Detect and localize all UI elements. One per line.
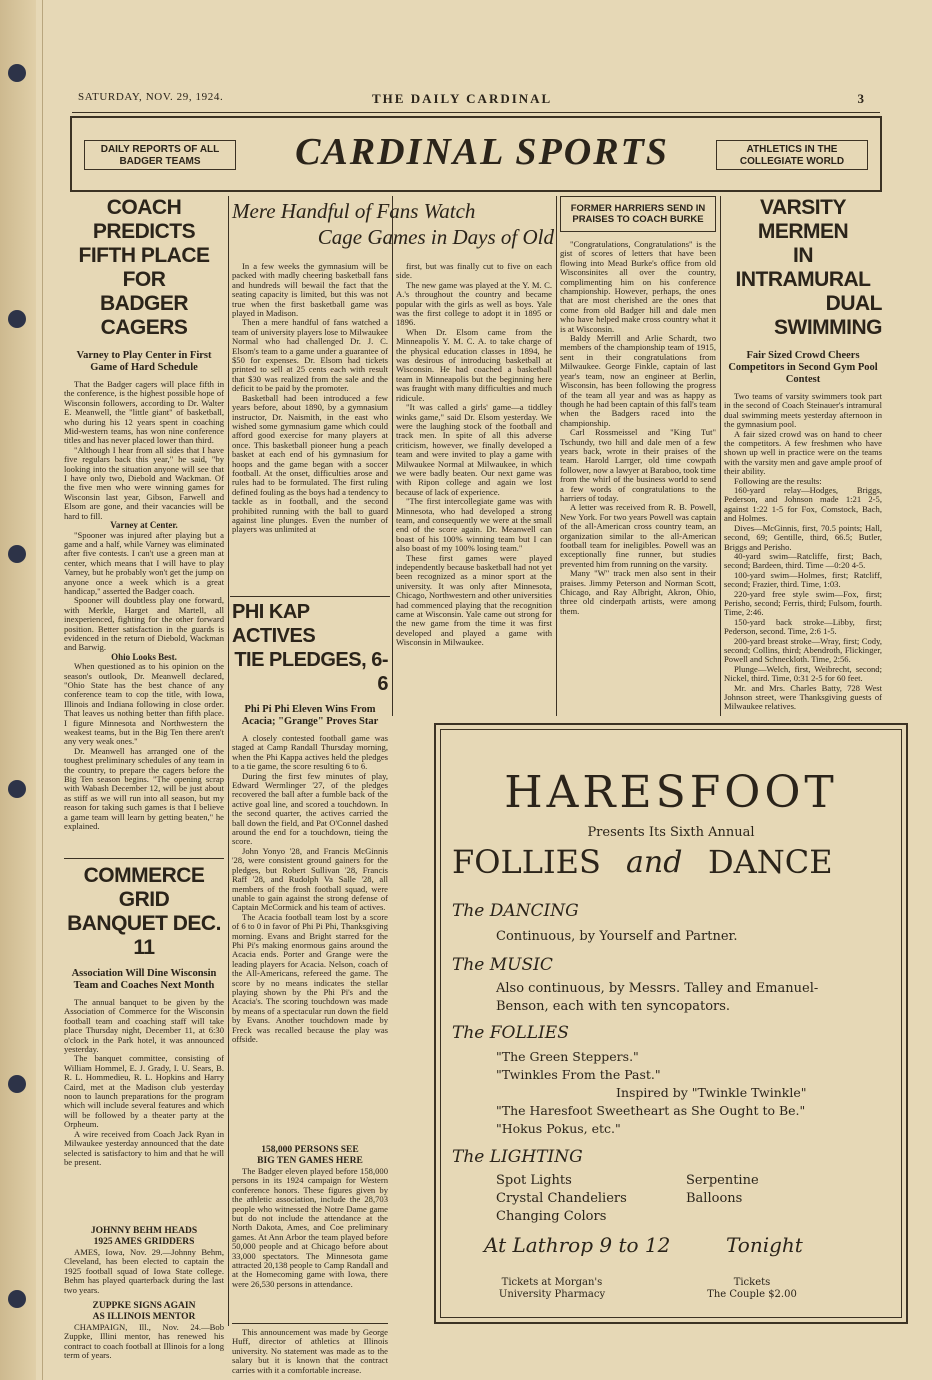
headline: COMMERCE GRID	[83, 864, 205, 911]
paragraph: Then a mere handful of fans watched a team of university players lose to Milwaukee Normal who had challenged Dr. J. C. Elsom's team to a game under a guarantee of $50 for expenses. Dr. Elsom had tickets printed to sell at 25 cents each with result that $30 was realized from the sale and the deficit to be paid by the promoter.	[232, 317, 388, 394]
paragraph: During the first few minutes of play, Edward Wermlinger '27, of the pledges recovered the ball after a fumble back of the active goal line, and scored a touchdown. In the second quarter, the actives carried the ball down the field, and Pat O'Connel dashed around the end for a touchdown, tieing the score.	[232, 770, 388, 847]
headline: BANQUET DEC. 11	[67, 912, 221, 959]
paragraph: "Congratulations, Congratulations" is the gist of scores of letters that have been flowing into Mead Burke's office from old Wisconsinites all over the country, complimenting him on his conference championship. However, perhaps, the ones that are most cherished are the ones that come from old Badger hill and dale men who have helped make cross country what it is at Wisconsin.	[560, 240, 716, 334]
paragraph: That the Badger cagers will place fifth in the conference, is the highest possible hope of Wisconsin followers, according to Dr. Walter E. Meanwell, the "little giant" of basketball, who during his 12 years spent in coaching Mid-western teams, has won nine conference titles and has never placed lower than third.	[64, 380, 224, 446]
issue-date: SATURDAY, NOV. 29, 1924.	[78, 91, 224, 103]
paragraph: "The first intercollegiate game was with Minnesota, who had developed a strong team, and consequently we were at the small end of the score again. Dr. Meanwell can boast of his 100% winning team but I can also boast of my 100% losing team."	[396, 496, 552, 554]
previous-page-edge	[30, 0, 43, 1380]
ad-tickets-line: The Couple $2.00	[707, 1289, 797, 1300]
paragraph: 40-yard swim—Ratcliffe, first; Bach, second; Bardeen, third. Time —0:20 4-5.	[724, 550, 882, 571]
ad-follies-label: The FOLLIES	[452, 1023, 569, 1043]
deck: Association Will Dine Wisconsin Team and Coaches Next Month	[71, 968, 217, 991]
ad-lighting-item: Crystal Chandeliers	[496, 1191, 627, 1206]
banner-right-box: ATHLETICS IN THE COLLEGIATE WORLD	[716, 140, 868, 170]
paragraph: "Although I hear from all sides that I have five regulars back this year," he said, "by looking into the situation anyone will see that I have only two, Diebold and Wackman. Of the five men who were winning games for Wisconsin last year, Gibson, Farwell and Elsom are gone, and their vacancies will be hard to fill.	[64, 444, 224, 521]
paragraph: CHAMPAIGN, Ill., Nov. 24.—Bob Zuppke, Illini mentor, has renewed his contract to coach football at Illinois for a long term of years.	[64, 1323, 224, 1361]
ad-lighting-item: Serpentine	[686, 1173, 759, 1188]
article-body	[64, 1248, 224, 1295]
headline: PHI KAP ACTIVES	[232, 601, 316, 647]
paragraph: 150-yard back stroke—Libby, first; Pederson, second. Time, 2:6 1-5.	[724, 616, 882, 637]
headline: FIFTH PLACE FOR	[78, 244, 210, 291]
paragraph: The Badger eleven played before 158,000 persons in its 1924 campaign for Western conference honors. These figures given by the athletic association, include the 28,703 people who witnessed the Notre Dame game but do not include the attendance at the North Dakota, Ames, and Coe preliminary games. At Ann Arbor the team played before 50,000 people and at Chicago before about 33,000 spectators. The Minnesota game attracted 20,138 people to Camp Randall and at the Homecoming game with Iowa, there were 26,530 persons in attendance.	[232, 1167, 388, 1289]
paragraph: The Acacia football team lost by a score of 6 to 0 in favor of Phi Pi Phi, Thanksgiving morning. Evans and Bright starred for the Phi Pi's making enormous gains around the Acacia ends. Porter and Grange were the leading players for Acacia. Nelson, coach of the All-Americans, refereed the game. The score by no means indicates the stellar playing shown by the Phi Pi's and the Acacia's. The scoring touchdown was made by means of a spectacular run down the field by Evans. Another touchdown made by Freck was recalled because the play was offside.	[232, 911, 388, 1044]
article-varsity-mermen	[724, 196, 882, 777]
ad-tickets-line: Tickets at Morgan's	[501, 1277, 603, 1288]
binding-hole	[8, 1075, 26, 1093]
ad-and: and	[626, 845, 683, 880]
column-rule	[720, 196, 721, 716]
subhead: Varney at Center.	[110, 520, 178, 531]
section-rule	[230, 596, 390, 597]
ad-dancing-label: The DANCING	[452, 901, 579, 921]
article-fans-col-2	[396, 262, 552, 712]
paragraph: 220-yard free style swim—Fox, first; Perisho, second; Ferris, third; Fulsom, fourth. Time, 2:46.	[724, 588, 882, 618]
page-number: 3	[857, 91, 864, 106]
headline: BIG TEN GAMES HERE	[257, 1156, 363, 1166]
subhead: Ohio Looks Best.	[111, 651, 177, 662]
paragraph: Two teams of varsity swimmers took part in the second of Coach Steinauer's intramural dual swimming meets yesterday afternoon in the gymnasium pool.	[724, 392, 882, 430]
ad-follies-item: Inspired by "Twinkle Twinkle"	[616, 1085, 807, 1100]
paragraph: 160-yard relay—Hodges, Briggs, Pederson, and Johnson made 1:21 2-5, against 1:22 1-5 for Fox, Comstock, Bach, and Holmes.	[724, 485, 882, 524]
article-commerce-banquet	[64, 864, 224, 1361]
binding-hole	[8, 310, 26, 328]
ad-follies-item: "The Haresfoot Sweetheart as She Ought to Be."	[496, 1103, 806, 1118]
ad-music-text: Also continuous, by Messrs. Talley and Emanuel-	[496, 981, 819, 996]
deck: Fair Sized Crowd Cheers Competitors in Second Gym Pool Contest	[728, 350, 878, 385]
headline: AS ILLINOIS MENTOR	[92, 1312, 196, 1322]
ad-venue: At Lathrop 9 to 12	[484, 1233, 671, 1257]
ad-presents: Presents Its Sixth Annual	[587, 825, 755, 840]
paragraph: The banquet committee, consisting of William Hommel, E. J. Grady, I. U. Sears, B. R. L. Hommedieu, R. L. Hopkins and Harry Caird, met at the Madison club yesterday noon to launch preparations for the program which will include several features and which will be followed by a theater party at the Orpheum.	[64, 1053, 224, 1130]
binding-hole	[8, 64, 26, 82]
ad-tickets-location	[492, 1277, 612, 1301]
binding-hole	[8, 1290, 26, 1308]
boxed-headline: FORMER HARRIERS SEND IN PRAISES TO COACH BURKE	[560, 196, 716, 232]
paragraph: John Yonyo '28, and Francis McGinnis '28, were consistent ground gainers for the pledges, but Robert Sullivan '28, Francis Raff '28, and Rudolph Va Salle '28, all members of the frosh football squad, were unable to gain against the strong defense of Captain McCormick and his team of actives.	[232, 845, 388, 913]
headline: DUAL SWIMMING	[774, 292, 882, 339]
headline: Cage Games in Days of Old	[317, 225, 554, 249]
haresfoot-advertisement	[434, 723, 908, 1324]
paragraph: A wire received from Coach Jack Ryan in Milwaukee yesterday announced that the date selected is satisfactory to him and that he will be present.	[64, 1128, 224, 1167]
paragraph: Dr. Meanwell has arranged one of the toughest preliminary schedules of any team in the country, to prepare the cagers before the Big Ten season begins. "The opening scrap with Wabash December 12, will be just about as stiff as we will run into all season, but my reason for taking such games is that I believe a game team will learn by getting beaten," he explained.	[64, 745, 224, 832]
headline: COACH PREDICTS	[92, 196, 196, 243]
paragraph: When questioned as to his opinion on the season's outlook, Dr. Meanwell declared, "Ohio State has the best chance of any conference team to cop the title, with Iowa, Illinois and Indiana following in close order. That leaves us nothing better than fifth place. I figure Minnesota and Northwestern the weakest teams, but in the Big Ten there aren't any very weak ones."	[64, 661, 224, 747]
article-body	[64, 1323, 224, 1361]
ad-lighting-label: The LIGHTING	[452, 1147, 583, 1167]
paragraph: Plunge—Welch, first, Weibrecht, second; Nickel, third. Time, 0:31 2-5 for 60 feet.	[724, 663, 882, 684]
ad-follies-item: "Hokus Pokus, etc."	[496, 1121, 621, 1136]
paragraph: These first games were played independently because basketball had not yet been recognized as a minor sport at the university. It was only after Minnesota, Chicago, Northwestern and other universities had commenced playing that the recognition came at Wisconsin. Yale came out strong for the new game from the time it was first developed and played a game with Wisconsin in Milwaukee.	[396, 552, 552, 648]
section-banner	[70, 116, 882, 192]
ad-tickets-line: University Pharmacy	[498, 1289, 606, 1300]
paragraph: Following are the results:	[734, 475, 822, 486]
column-rule	[228, 196, 229, 1326]
paragraph: "It was called a girls' game—a tiddley winks game," said Dr. Elsom yesterday. We were the laughing stock of the football and track men. In spite of all this adverse criticism, however, we finally developed a team and were invited to play a game with Milwaukee Normal at Milwaukee, in which we were badly beaten. Our next game was with Ripon college and again we lost because of lack of experience.	[396, 402, 552, 497]
ad-dance: DANCE	[708, 843, 833, 881]
paragraph: When Dr. Elsom came from the Minneapolis Y. M. C. A. to take charge of the physical education classes in 1894, he was desirous of introducing basketball at Wisconsin. He had coached a basketball team in Minneapolis but the beginning here was fraught with many difficulties and much ridicule.	[396, 326, 552, 403]
ad-music-text: Benson, each with ten syncopators.	[496, 999, 731, 1014]
headline: IN INTRAMURAL	[735, 244, 871, 291]
paragraph: Dives—McGinnis, first, 70.5 points; Hall, second, 69; Gentille, third, 66.5; Butler, Briggs and Perisho.	[724, 522, 882, 552]
article-body	[560, 240, 716, 690]
headline: 1925 AMES GRIDDERS	[93, 1237, 195, 1247]
paragraph: "Spooner was injured after playing but a game and a half, while Varney was eliminated after five contests. I can't use a green man at center, which means that I will have to play Varney, but he probably won't get the jump on anyone once a week which is a great handicap," asserted the Badger coach.	[64, 529, 224, 596]
article-body	[232, 262, 388, 592]
headline: 158,000 PERSONS SEE	[261, 1145, 359, 1155]
paragraph: A letter was received from R. B. Powell, New York. For two years Powell was captain of the all-American cross country team, an organization similar to the all-American football team for ineligibles. Powell was an exceptionally fine runner, but studies prevented him from running on the varsity.	[560, 502, 716, 569]
ad-follies: FOLLIES	[452, 843, 601, 881]
headline: JOHNNY BEHM HEADS	[90, 1226, 198, 1236]
section-title: CARDINAL SPORTS	[295, 131, 669, 173]
headline: Mere Handful of Fans Watch	[232, 199, 476, 223]
article-body	[64, 998, 224, 1220]
ad-dancing-text: Continuous, by Yourself and Partner.	[496, 929, 738, 944]
paragraph: A fair sized crowd was on hand to cheer the competitors. A few freshmen who have shown up well in practice were on the teams with the varsity men and gave ample proof of their ability.	[724, 428, 882, 477]
paragraph: 200-yard breast stroke—Wray, first; Cody, second; Collins, third; Abendroth, Flickinger, Powell and Schneckloth. Time, 2:56.	[724, 635, 882, 665]
paragraph: Mr. and Mrs. Charles Batty, 728 West Johnson street, were Thanksgiving guests of Milwaukee relatives.	[724, 682, 882, 712]
deck: Phi Pi Phi Eleven Wins From Acacia; "Grange" Proves Star	[241, 704, 379, 727]
deck: Varney to Play Center in First Game of Hard Schedule	[76, 350, 212, 373]
ad-music-label: The MUSIC	[452, 955, 553, 975]
ad-lighting-item: Spot Lights	[496, 1173, 572, 1188]
column-rule	[556, 196, 557, 716]
paragraph: AMES, Iowa, Nov. 29.—Johnny Behm, Cleveland, has been elected to captain the 1925 football squad of Iowa State college. Behm has played quarterback during the last two years.	[64, 1248, 224, 1295]
article-fans-col-1	[232, 262, 388, 592]
ad-lighting-item: Changing Colors	[496, 1209, 607, 1224]
banner-left-box: DAILY REPORTS OF ALL BADGER TEAMS	[84, 140, 236, 170]
article-former-harriers	[560, 196, 716, 690]
ad-follies-item: "The Green Steppers."	[496, 1049, 639, 1064]
article-fans-watch-headline	[232, 198, 554, 250]
section-rule	[64, 858, 224, 859]
paragraph: This announcement was made by George Huff, director of athletics at Illinois university. No statement was made as to the salary but it is known that the contract carries with it a comfortable increase.	[232, 1328, 388, 1375]
headline: TIE PLEDGES, 6-6	[234, 649, 388, 695]
paragraph: Baldy Merrill and Arlie Schardt, two members of the championship team of 1915, sent in their congratulations from Milwaukee. George Finkle, captain of last year's team, now an engineer at Berlin, Wisconsin, has been following the progress of the team all year and was as happy as though he had been captain of this fall's team when the Badgers raced into the championship.	[560, 333, 716, 428]
paragraph: 100-yard swim—Holmes, first; Ratcliff, second; Frazier, third. Time, 1:03.	[724, 569, 882, 590]
binding-hole	[8, 780, 26, 798]
masthead	[72, 88, 880, 113]
article-body	[232, 1328, 388, 1380]
ad-title: HARESFOOT	[504, 767, 838, 818]
article-coach-predicts	[64, 196, 224, 905]
article-phi-kap	[232, 600, 388, 1380]
section-rule	[232, 1323, 388, 1324]
paragraph: first, but was finally cut to five on each side.	[396, 262, 552, 281]
paragraph: A closely contested football game was staged at Camp Randall Thursday morning, when the Phi Kappa actives held the pledges to a tie game, the score resulting 6 to 6.	[232, 734, 388, 772]
article-body	[396, 262, 552, 712]
paragraph: In a few weeks the gymnasium will be packed with madly cheering basketball fans and hundreds will bewail the fact that the seating capacity is limited, but this was not true when the first basketball game was played in Madison.	[232, 262, 388, 319]
paper-name: THE DAILY CARDINAL	[372, 91, 553, 106]
article-body	[232, 1167, 388, 1319]
ad-tonight: Tonight	[726, 1233, 803, 1257]
paragraph: Many "W" track men also sent in their praises. Jimmy Peterson and Norman Scott, Chicago, and Ray Albright, Akron, Ohio, three old cinderpath artists, were among them.	[560, 568, 716, 616]
headline: ZUPPKE SIGNS AGAIN	[92, 1301, 196, 1311]
article-body	[724, 392, 882, 777]
paragraph: Spooner will doubtless play one forward, with Merkle, Harget and Martell, all inexperienced, fighting for the other forward position. Better satisfaction in the guards is evidenced in the return of Diebold, Wackman and Barwig.	[64, 595, 224, 653]
ad-follies-item: "Twinkles From the Past."	[496, 1067, 661, 1082]
ad-lighting-item: Balloons	[686, 1191, 743, 1206]
binding-hole	[8, 545, 26, 563]
ad-tickets-line: Tickets	[733, 1277, 771, 1288]
paragraph: Basketball had been introduced a few years before, about 1890, by a gymnasium instructor, Dr. Naismith, in the east who wished some gymnasium game which could afford good exercise for many players at once. This basketball pioneer hung a peach basket at each end of his gymnasium for hoops and the game began with a soccer football. At the onset, difficulties arose and rules had to be formulated. The first ruling defined fouling as the boys had a tendency to tackle as in football, and the second prohibited running with the ball to guard against line plunges. Even the number of players was unlimited at	[232, 392, 388, 535]
paragraph: The annual banquet to be given by the Association of Commerce for the Wisconsin football team and coaching staff will take place Thursday night, December 11, at 6:30 o'clock in the Park hotel, it was announced yesterday.	[64, 998, 224, 1055]
paragraph: The new game was played at the Y. M. C. A.'s throughout the country and became popular with the girls as well as boys. Yale was the first college to adopt it in 1895 or 1896.	[396, 279, 552, 328]
article-body	[232, 734, 388, 1139]
headline: VARSITY MERMEN	[757, 196, 849, 243]
paragraph: Carl Rossmeissel and "King Tut" Tschundy, two hill and dale men of a few years back, wrote in their praises of the team. Harold Larrger, old time cowpath follower, now a lawyer at Baraboo, took time from the whirl of the business world to send a few words of congratulations to the harriers of today.	[560, 427, 716, 503]
column-rule	[392, 196, 393, 716]
headline: BADGER CAGERS	[99, 292, 188, 339]
article-body	[64, 380, 224, 905]
ad-tickets-price	[692, 1277, 812, 1301]
